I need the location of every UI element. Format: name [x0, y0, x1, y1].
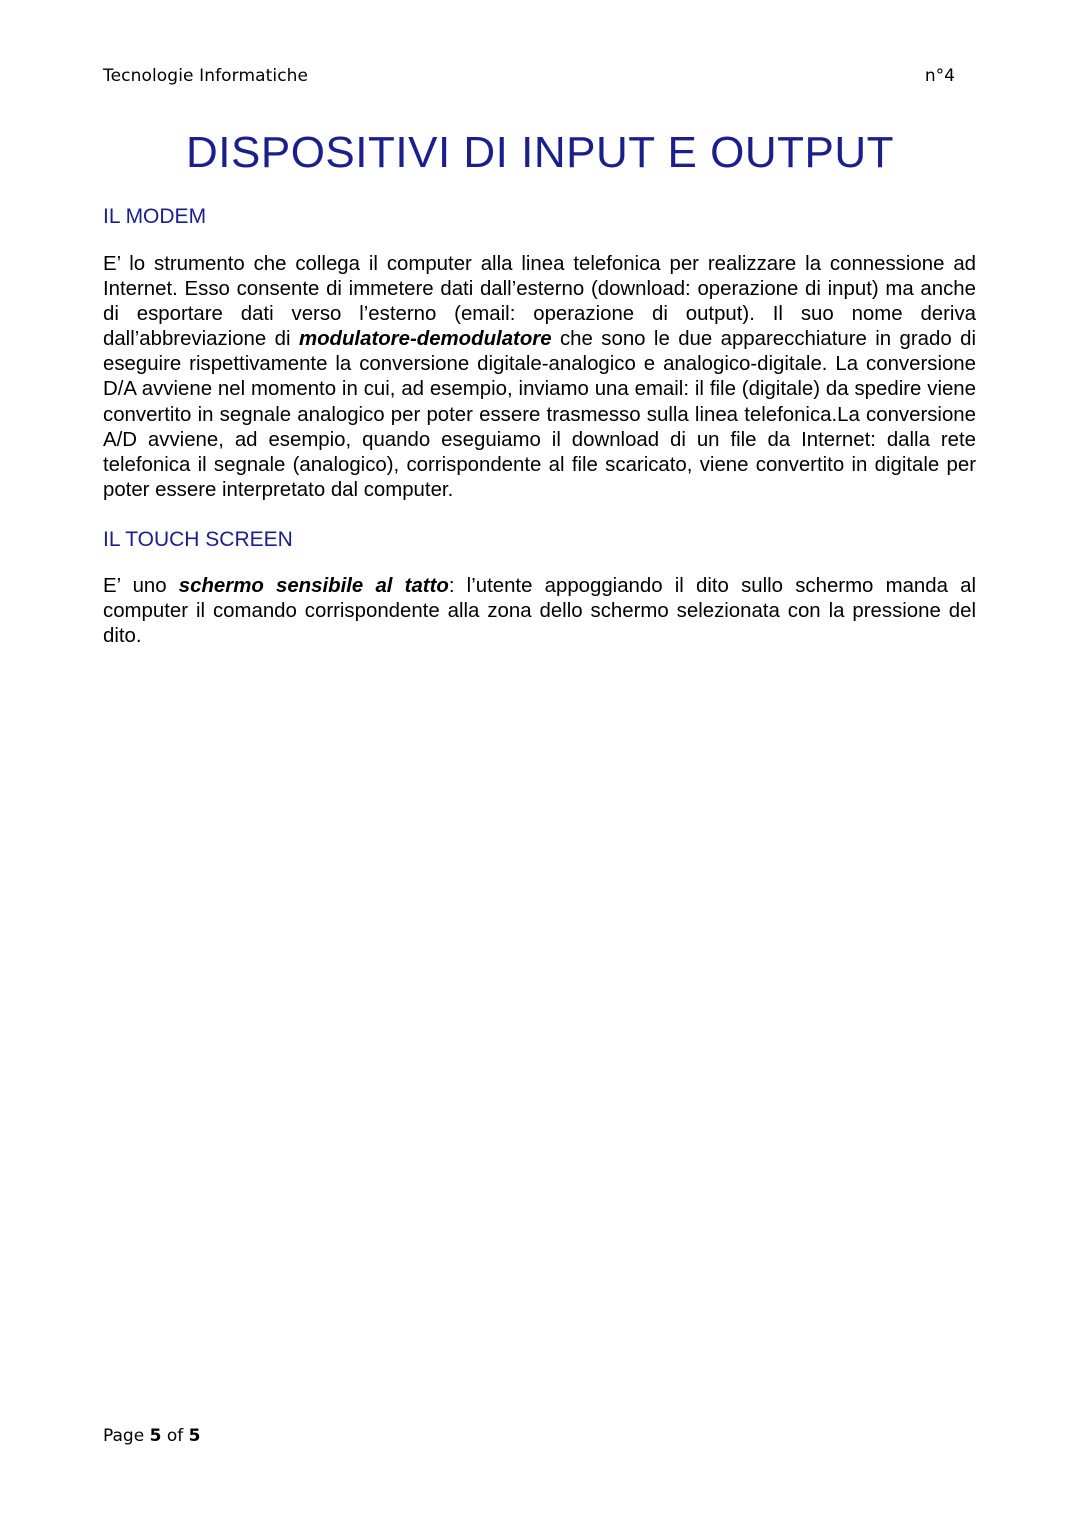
paragraph-text: che sono le due apparecchiature in grado di eseguire rispettivamente la conversione digitale-analogico e analogico-digitale. La conversione D/A avviene nel momento in cui, ad esempio, inviamo una email: il file (digitale) da spedire viene convertito in segnale analogico per poter essere trasmesso sulla linea telefonica.La conversione A/D avviene, ad esempio, quando eseguiamo il download di un file da Internet: dalla rete telefonica il segnale (analogico), corrispondente al file scaricato, viene convertito in digitale per poter essere interpretato dal computer.	[103, 328, 976, 501]
section-heading-touch-screen: IL TOUCH SCREEN	[103, 528, 293, 551]
page-footer	[103, 1426, 200, 1446]
footer-current-page: 5	[149, 1426, 162, 1446]
footer-of-label: of	[166, 1426, 184, 1446]
paragraph-text: : l’utente appoggiando il dito sullo schermo manda al computer il comando corrispondente alla zona dello schermo selezionata con la pressione del dito.	[103, 575, 977, 648]
page-header	[103, 66, 955, 92]
paragraph-touch-screen	[103, 574, 976, 649]
footer-total-pages: 5	[188, 1426, 201, 1446]
paragraph-text: E’ lo strumento che collega il computer alla linea telefonica per realizzare la connessione ad Internet. Esso consente di immetere dati dall’esterno (download: operazione di input) ma anche di esportare dati verso l’esterno (email: operazione di output). Il suo nome deriva dall’abbreviazione di	[103, 253, 976, 351]
paragraph-modem	[103, 252, 976, 503]
paragraph-text: E’ uno	[103, 575, 179, 597]
paragraph-emphasis: schermo sensibile al tatto	[178, 575, 449, 597]
footer-page-label: Page	[103, 1426, 145, 1446]
header-number: n°4	[924, 66, 955, 86]
paragraph-emphasis: modulatore-demodulatore	[298, 328, 552, 351]
header-subject: Tecnologie Informatiche	[103, 66, 309, 86]
page-title: DISPOSITIVI DI INPUT E OUTPUT	[186, 128, 894, 177]
section-heading-modem: IL MODEM	[103, 205, 207, 228]
